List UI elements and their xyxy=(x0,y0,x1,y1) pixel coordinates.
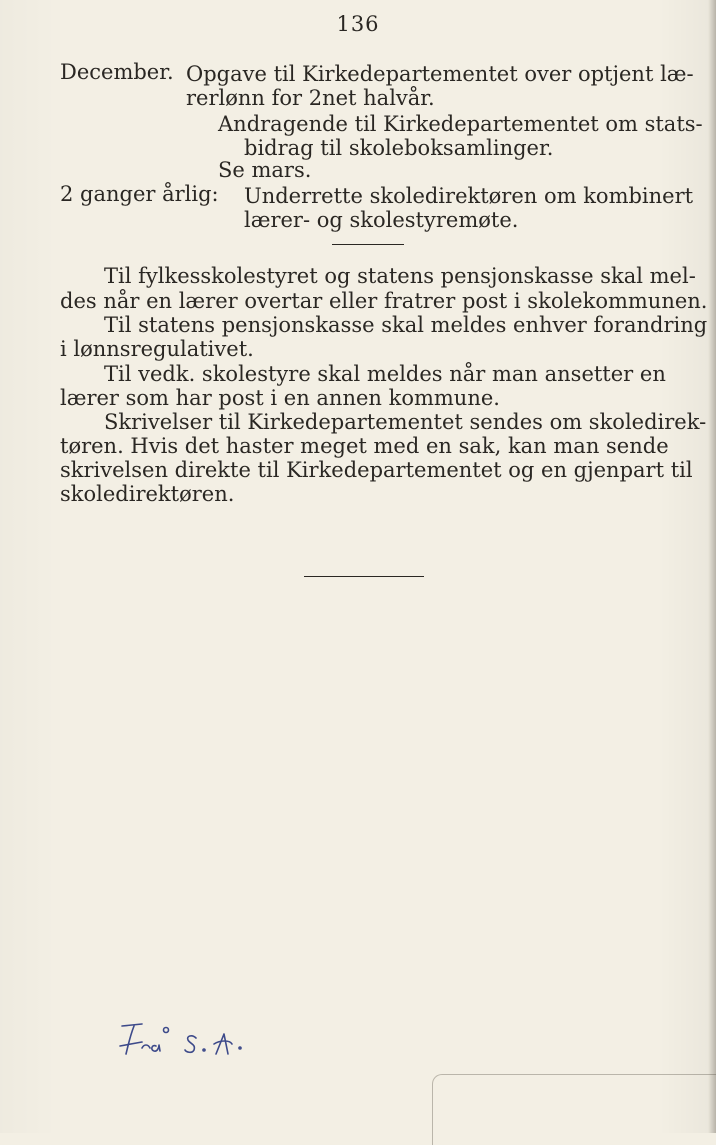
twice-yearly-label: 2 ganger årlig: xyxy=(60,182,219,206)
december-line-5: Se mars. xyxy=(218,158,312,182)
section-divider xyxy=(332,244,404,245)
handwritten-annotation xyxy=(112,1020,272,1066)
body-line-3: Til statens pensjonskasse skal meldes enhver forandring xyxy=(104,313,708,337)
body-line-8: tøren. Hvis det haster meget med en sak, kan man sende xyxy=(60,434,669,458)
december-line-1: Opgave til Kirkedepartementet over optjent læ- xyxy=(186,62,694,86)
page-corner-mark xyxy=(432,1074,716,1145)
twice-yearly-line-2: lærer- og skolestyremøte. xyxy=(244,208,519,232)
body-line-10: skoledirektøren. xyxy=(60,482,235,506)
body-line-4: i lønnsregulativet. xyxy=(60,337,254,361)
twice-yearly-line-1: Underrette skoledirektøren om kombinert xyxy=(244,184,694,208)
end-divider xyxy=(304,576,424,577)
body-line-5: Til vedk. skolestyre skal meldes når man ansetter en xyxy=(104,362,666,386)
december-line-4: bidrag til skoleboksamlinger. xyxy=(244,136,554,160)
body-line-2: des når en lærer overtar eller fratrer post i skolekommunen. xyxy=(60,289,708,313)
page-edge-shadow xyxy=(708,0,716,1133)
december-line-3: Andragende til Kirkedepartementet om stats- xyxy=(218,112,703,136)
body-line-1: Til fylkesskolestyret og statens pensjonskasse skal mel- xyxy=(104,264,696,288)
body-line-6: lærer som har post i en annen kommune. xyxy=(60,386,500,410)
body-line-9: skrivelsen direkte til Kirkedepartementet og en gjenpart til xyxy=(60,458,693,482)
page-number: 136 xyxy=(336,12,380,36)
body-line-7: Skrivelser til Kirkedepartementet sendes om skoledirek- xyxy=(104,410,707,434)
december-line-2: rerlønn for 2net halvår. xyxy=(186,86,435,110)
december-label: December. xyxy=(60,60,174,84)
